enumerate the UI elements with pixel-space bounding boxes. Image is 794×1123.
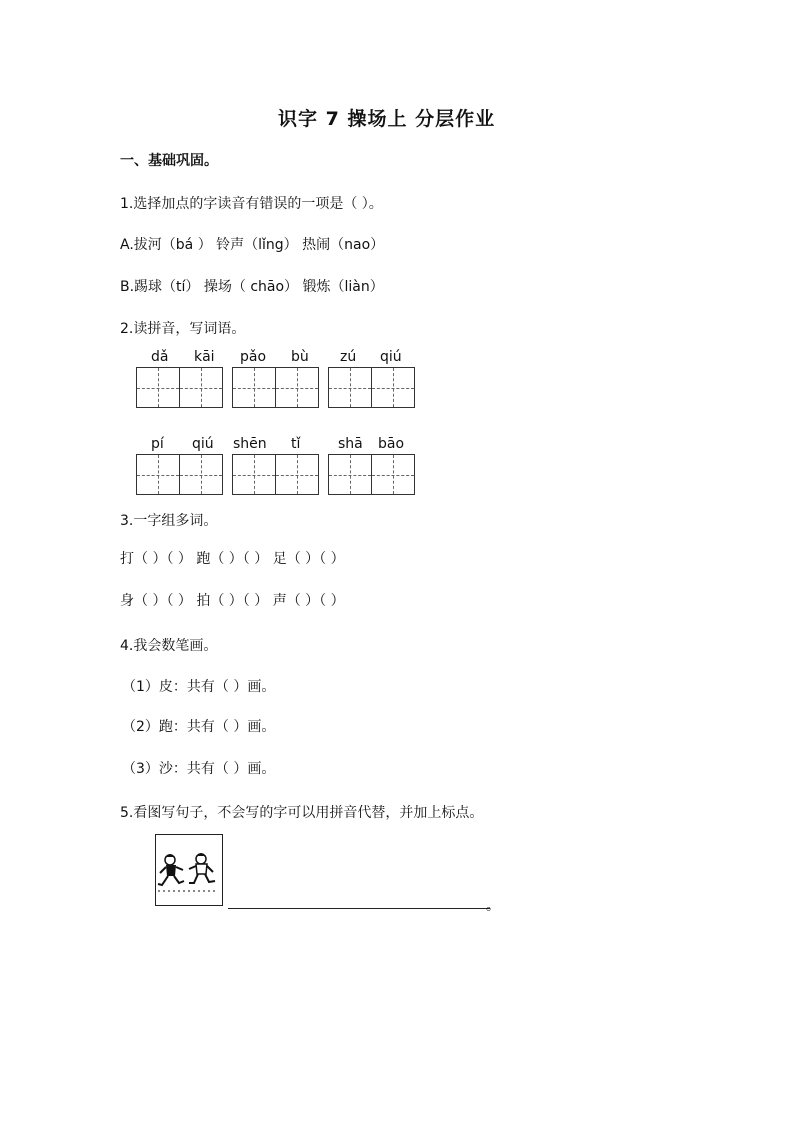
- question-5-prompt: 5.看图写句子，不会写的字可以用拼音代替，并加上标点。: [120, 805, 484, 821]
- question-3-line-2: 身（ ）（ ） 拍（ ）（ ） 声（ ）（ ）: [120, 593, 345, 609]
- writing-grid-row-1: [136, 367, 424, 408]
- pinyin-label: pǎo: [240, 349, 267, 365]
- writing-grid-row-2: [136, 454, 424, 495]
- pinyin-label: zú: [340, 349, 357, 365]
- writing-cell[interactable]: [371, 367, 415, 408]
- word-grid: [232, 367, 319, 408]
- word-grid: [136, 367, 223, 408]
- word-grid: [232, 454, 319, 495]
- writing-cell[interactable]: [275, 454, 319, 495]
- writing-cell[interactable]: [232, 454, 276, 495]
- pinyin-label: tǐ: [291, 436, 301, 452]
- pinyin-label: pí: [151, 436, 164, 452]
- writing-cell[interactable]: [232, 367, 276, 408]
- question-1-option-a: A.拔河（bá ） 铃声（lǐng） 热闹（nao）: [120, 237, 385, 253]
- question-3-line-1: 打（ ）（ ） 跑（ ）（ ） 足（ ）（ ）: [120, 551, 345, 567]
- pinyin-label: bāo: [378, 436, 405, 452]
- pinyin-label: kāi: [194, 349, 215, 365]
- question-1-prompt: 1.选择加点的字读音有错误的一项是（ ）。: [120, 196, 383, 212]
- writing-cell[interactable]: [275, 367, 319, 408]
- pinyin-label: shēn: [233, 436, 267, 452]
- question-1-option-b: B.踢球（tí） 操场（ chāo） 锻炼（liàn）: [120, 279, 384, 295]
- question-4-item-3: （3）沙：共有（ ）画。: [122, 761, 276, 777]
- writing-cell[interactable]: [179, 454, 223, 495]
- writing-cell[interactable]: [179, 367, 223, 408]
- word-grid: [328, 367, 415, 408]
- pinyin-label: dǎ: [151, 349, 169, 365]
- writing-cell[interactable]: [371, 454, 415, 495]
- pinyin-label: bù: [291, 349, 309, 365]
- question-4-item-1: （1）皮：共有（ ）画。: [122, 679, 276, 695]
- pinyin-label: qiú: [192, 436, 214, 452]
- children-running-icon: [155, 834, 223, 906]
- writing-cell[interactable]: [328, 367, 372, 408]
- section-heading: 一、基础巩固。: [120, 153, 218, 169]
- children-running-drawing: [156, 835, 221, 904]
- word-grid: [328, 454, 415, 495]
- sentence-end-mark: 。: [486, 898, 500, 914]
- pinyin-label: shā: [338, 436, 363, 452]
- writing-cell[interactable]: [136, 454, 180, 495]
- question-2-prompt: 2.读拼音，写词语。: [120, 321, 246, 337]
- writing-cell[interactable]: [136, 367, 180, 408]
- question-4-prompt: 4.我会数笔画。: [120, 638, 218, 654]
- pinyin-label: qiú: [380, 349, 402, 365]
- question-4-item-2: （2）跑：共有（ ）画。: [122, 719, 276, 735]
- writing-cell[interactable]: [328, 454, 372, 495]
- question-3-prompt: 3.一字组多词。: [120, 513, 218, 529]
- word-grid: [136, 454, 223, 495]
- page-title: 识字 7 操场上 分层作业: [278, 108, 496, 130]
- answer-line[interactable]: [228, 908, 490, 909]
